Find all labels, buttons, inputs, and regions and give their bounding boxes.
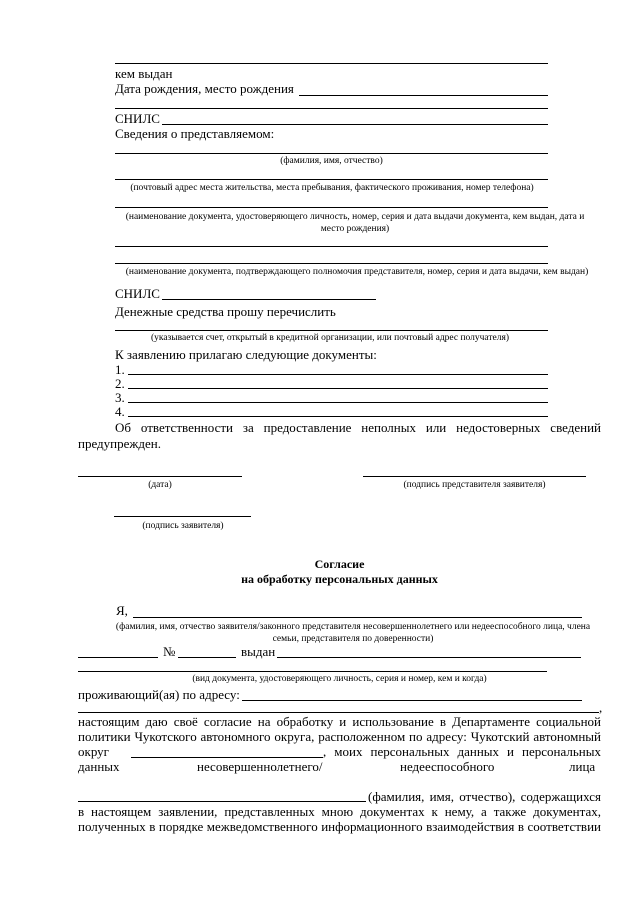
residing-line-2[interactable] <box>78 712 599 713</box>
represented-heading: Сведения о представляемом: <box>115 126 275 141</box>
attach-item-number: 2. <box>115 376 125 391</box>
consent-fio-line[interactable] <box>133 617 582 618</box>
word-litsa: лица <box>569 759 596 774</box>
date-hint: (дата) <box>148 480 172 490</box>
rep-signature-hint: (подпись представителя заявителя) <box>403 480 546 490</box>
consent-i-label: Я, <box>116 603 128 618</box>
fill-line[interactable] <box>115 63 548 64</box>
authority-line-2[interactable] <box>115 263 548 264</box>
word-nesovershennoletnego: несовершеннолетнего/ <box>197 759 323 774</box>
consent-paragraph-line-3-tail: , моих персональных данных и персональных <box>323 744 601 759</box>
authority-line-1[interactable] <box>115 246 548 247</box>
attach-item-line[interactable] <box>128 402 548 403</box>
hint-authority: (наименование документа, подтверждающего полномочия представителя, номер, серия и дата выдачи, кем выдан) <box>125 267 589 277</box>
hint-doc: (вид документа, удостоверяющего личность, серия и номер, кем и когда) <box>192 674 487 684</box>
consent-title: Согласие <box>314 557 365 571</box>
attach-item-line[interactable] <box>128 416 548 417</box>
issued-label: выдан <box>241 644 276 659</box>
residing-comma: , <box>599 700 603 715</box>
hint-address: (почтовый адрес места жительства, места пребывания, фактического проживания, номер телефона) <box>130 183 534 193</box>
snils-fill-line[interactable] <box>162 124 548 125</box>
responsibility-text-line-1: Об ответственности за предоставление неполных или недостоверных сведений <box>115 420 601 435</box>
residing-line[interactable] <box>242 700 582 701</box>
consent-paragraph-line-7: полученных в порядке межведомственного информационного взаимодействия в соответствии <box>78 819 601 834</box>
birth-label: Дата рождения, место рождения <box>115 81 294 96</box>
attach-item-number: 4. <box>115 404 125 419</box>
snils-fill-line-2[interactable] <box>162 299 376 300</box>
word-nedeesposobnogo: недееспособного <box>400 759 495 774</box>
address-line[interactable] <box>115 179 548 180</box>
doc-number-line[interactable] <box>178 657 236 658</box>
applicant-signature-line[interactable] <box>114 516 251 517</box>
birth-fill-line[interactable] <box>299 95 548 96</box>
snils-label: СНИЛС <box>115 111 160 126</box>
address-fill-line[interactable] <box>131 757 323 758</box>
word-dannykh: данных <box>78 759 120 774</box>
date-line[interactable] <box>78 476 242 477</box>
issued-by-line[interactable] <box>277 657 581 658</box>
okrug-word: округ <box>78 744 109 759</box>
doc-type-line[interactable] <box>78 657 158 658</box>
hint-id-doc: (наименование документа, удостоверяющего личность, номер, серия и дата выдачи документа, кем выдан, дата и место рождения) <box>125 212 585 235</box>
applicant-signature-hint: (подпись заявителя) <box>142 521 224 531</box>
represented-fio-line[interactable] <box>115 153 548 154</box>
residing-label: проживающий(ая) по адресу: <box>78 687 240 702</box>
consent-paragraph-line-5-tail: (фамилия, имя, отчество), содержащихся <box>368 789 601 804</box>
consent-paragraph-line-2: политики Чукотского автономного округа, расположенном по адресу: Чукотский автономный <box>78 729 601 744</box>
snils-label-2: СНИЛС <box>115 286 160 301</box>
third-party-fio-line[interactable] <box>78 801 366 802</box>
issued-by-label: кем выдан <box>115 66 173 81</box>
consent-paragraph-line-1: настоящим даю своё согласие на обработку и использование в Департаменте социальной <box>78 714 601 729</box>
fill-line[interactable] <box>115 108 548 109</box>
account-line[interactable] <box>115 330 548 331</box>
responsibility-text-line-2: предупрежден. <box>78 436 161 451</box>
consent-paragraph-line-6: в настоящем заявлении, представленных мною документах к нему, а также документах, <box>78 804 601 819</box>
attach-item-line[interactable] <box>128 374 548 375</box>
transfer-label: Денежные средства прошу перечислить <box>115 304 336 319</box>
hint-person: (фамилия, имя, отчество заявителя/законного представителя несовершеннолетнего или недееспособного лица, члена семьи, представителя по доверенности) <box>115 622 591 645</box>
id-doc-line[interactable] <box>115 207 548 208</box>
rep-signature-line[interactable] <box>363 476 586 477</box>
attach-label: К заявлению прилагаю следующие документы: <box>115 347 377 362</box>
doc-line-2[interactable] <box>78 671 547 672</box>
number-sign: № <box>163 644 176 659</box>
consent-subtitle: на обработку персональных данных <box>241 572 438 586</box>
hint-fio: (фамилия, имя, отчество) <box>280 156 383 166</box>
attach-item-number: 3. <box>115 390 125 405</box>
attach-item-line[interactable] <box>128 388 548 389</box>
attach-item-number: 1. <box>115 362 125 377</box>
hint-account: (указывается счет, открытый в кредитной организации, или почтовый адрес получателя) <box>150 333 510 343</box>
